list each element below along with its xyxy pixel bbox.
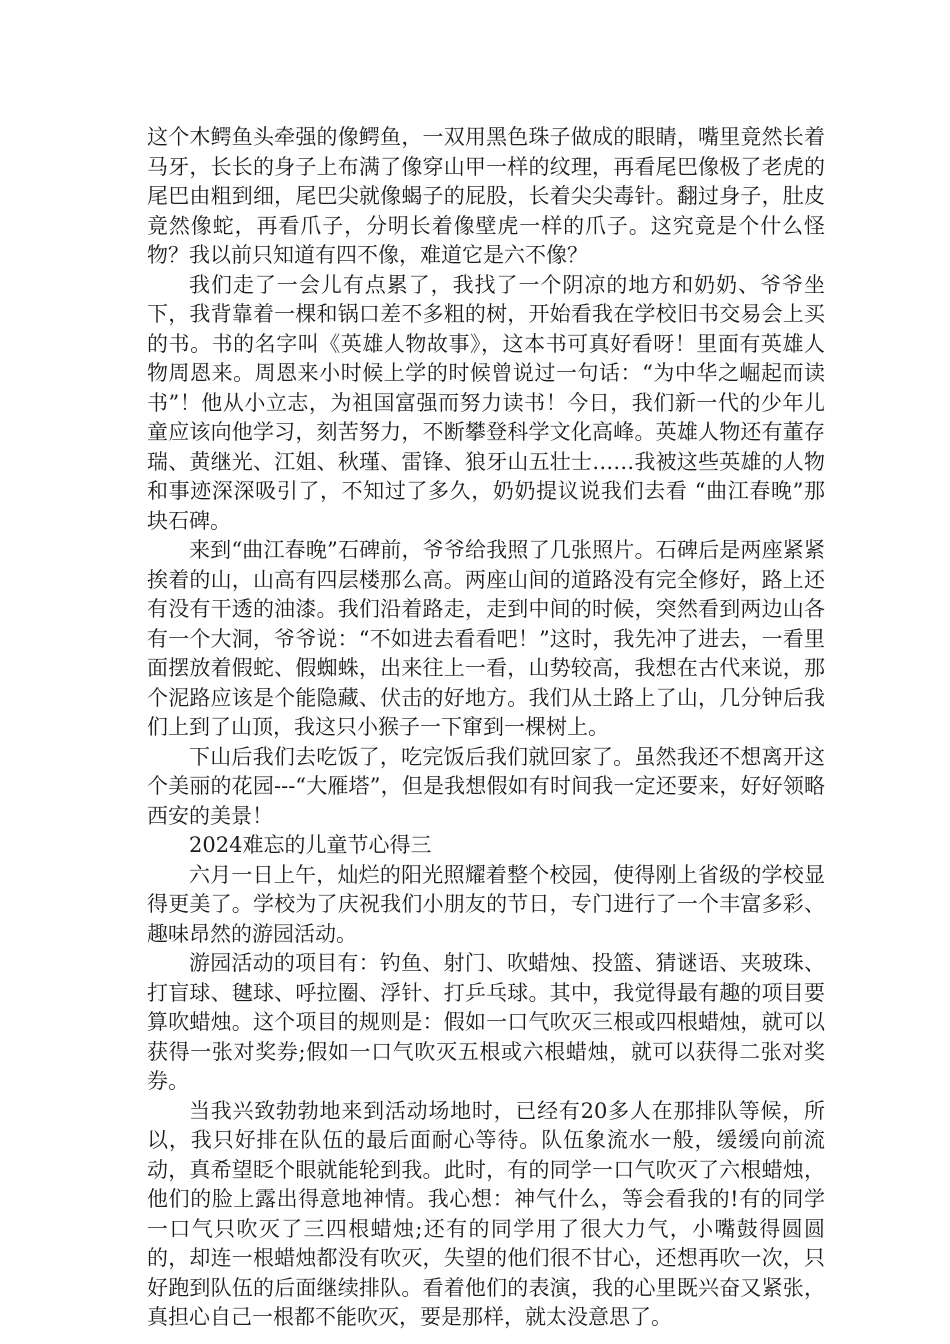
paragraph-candle-queue: 当我兴致勃勃地来到活动场地时，已经有20多人在那排队等候，所以，我只好排在队伍的最后面耐心等待。队伍象流水一般，缓缓向前流动，真希望眨个眼就能轮到我。此时，有的同学一口气吹灭了六根蜡烛，他们的脸上露出得意地神情。我心想：神气什么，等会看我的!有的同学一口气只吹灭了三四根蜡烛;还有的同学用了很大力气，小嘴鼓得圆圆的，却连一根蜡烛都没有吹灭，失望的他们很不甘心，还想再吹一次，只好跑到队伍的后面继续排队。看着他们的表演，我的心里既兴奋又紧张，真担心自己一根都不能吹灭，要是那样，就太没意思了。 bbox=[147, 1098, 825, 1329]
paragraph-activities: 游园活动的项目有：钓鱼、射门、吹蜡烛、投篮、猜谜语、夹玻珠、打盲球、毽球、呼拉圈、浮针、打乒乓球。其中，我觉得最有趣的项目要算吹蜡烛。这个项目的规则是：假如一口气吹灭三根或四根蜡烛，就可以获得一张对奖券;假如一口气吹灭五根或六根蜡烛，就可以获得二张对奖券。 bbox=[147, 951, 825, 1093]
document-page bbox=[147, 123, 825, 1333]
section-heading: 2024难忘的儿童节心得三 bbox=[189, 833, 432, 857]
paragraph-crocodile: 这个木鳄鱼头牵强的像鳄鱼，一双用黑色珠子做成的眼睛，嘴里竟然长着马牙，长长的身子上布满了像穿山甲一样的纹理，再看尾巴像极了老虎的尾巴由粗到细，尾巴尖就像蝎子的屁股，长着尖尖毒针。翻过身子，肚皮竟然像蛇，再看爪子，分明长着像壁虎一样的爪子。这究竟是个什么怪物？我以前只知道有四不像，难道它是六不像？ bbox=[147, 125, 825, 267]
paragraph-return-home: 下山后我们去吃饭了，吃完饭后我们就回家了。虽然我还不想离开这个美丽的花园---“大雁塔”，但是我想假如有时间我一定还要来，好好领略西安的美景！ bbox=[147, 744, 825, 828]
paragraph-hero-book: 我们走了一会儿有点累了，我找了一个阴凉的地方和奶奶、爷爷坐下，我背靠着一棵和锅口差不多粗的树，开始看我在学校旧书交易会上买的书。书的名字叫《英雄人物故事》，这本书可真好看呀！里面有英雄人物周恩来。周恩来小时候上学的时候曾说过一句话：“为中华之崛起而读书”！他从小立志，为祖国富强而努力读书！今日，我们新一代的少年儿童应该向他学习，刻苦努力，不断攀登科学文化高峰。英雄人物还有董存瑞、黄继光、江姐、秋瑾、雷锋、狼牙山五壮士……我被这些英雄的人物和事迹深深吸引了，不知过了多久，奶奶提议说我们去看 “曲江春晚”那块石碑。 bbox=[147, 272, 825, 533]
paragraph-june-first: 六月一日上午，灿烂的阳光照耀着整个校园，使得刚上省级的学校显得更美了。学校为了庆祝我们小朋友的节日，专门进行了一个丰富多彩、趣味昂然的游园活动。 bbox=[147, 862, 825, 946]
paragraph-stone-tablet: 来到“曲江春晚”石碑前，爷爷给我照了几张照片。石碑后是两座紧紧挨着的山，山高有四层楼那么高。两座山间的道路没有完全修好，路上还有没有干透的油漆。我们沿着路走，走到中间的时候，突然看到两边山各有一个大洞，爷爷说：“不如进去看看吧！”这时，我先冲了进去，一看里面摆放着假蛇、假蜘蛛，出来往上一看，山势较高，我想在古代来说，那个泥路应该是个能隐藏、伏击的好地方。我们从土路上了山，几分钟后我们上到了山顶，我这只小猴子一下窜到一棵树上。 bbox=[147, 538, 825, 739]
